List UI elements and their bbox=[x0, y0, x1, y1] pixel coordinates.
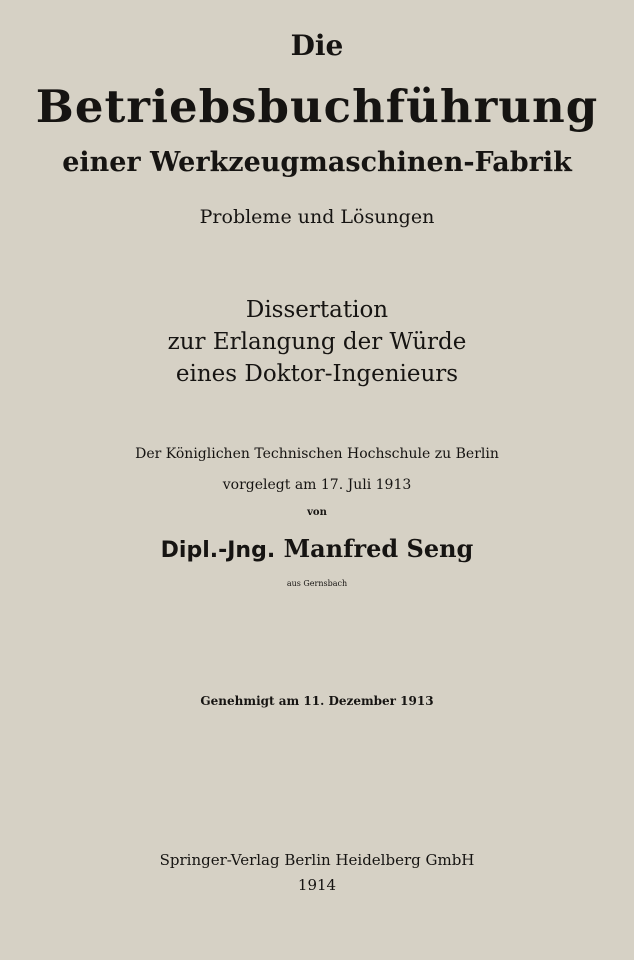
subtitle: einer Werkzeugmaschinen-Fabrik bbox=[62, 147, 572, 178]
approval-date: Genehmigt am 11. Dezember 1913 bbox=[200, 694, 434, 708]
main-title: Betriebsbuchführung bbox=[35, 80, 599, 133]
dissertation-line-3: eines Doktor-Ingenieurs bbox=[175, 361, 459, 387]
submission-date: vorgelegt am 17. Juli 1913 bbox=[222, 477, 412, 493]
author-degree: Dipl.-Jng. bbox=[160, 538, 276, 563]
publication-year: 1914 bbox=[297, 876, 337, 894]
dissertation-line-1: Dissertation bbox=[245, 297, 389, 323]
subsubtitle: Probleme und Lösungen bbox=[199, 206, 435, 228]
institution: Der Königlichen Technischen Hochschule zu Berlin bbox=[135, 446, 499, 462]
title-article: Die bbox=[290, 29, 344, 62]
author-line bbox=[0, 534, 634, 563]
author-origin: aus Gernsbach bbox=[286, 579, 348, 588]
von-label: von bbox=[307, 507, 327, 518]
publisher: Springer-Verlag Berlin Heidelberg GmbH bbox=[159, 851, 475, 869]
author-name: Manfred Seng bbox=[283, 534, 474, 563]
dissertation-line-2: zur Erlangung der Würde bbox=[167, 329, 467, 355]
